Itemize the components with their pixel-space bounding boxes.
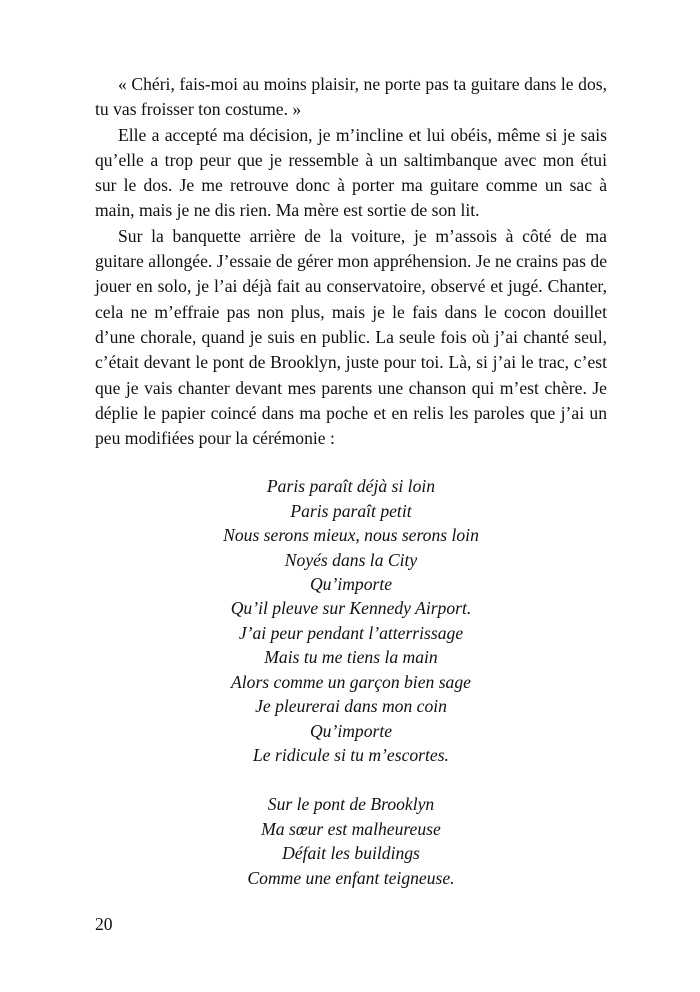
poem-line: Qu’importe: [309, 720, 393, 741]
poem: [95, 474, 607, 890]
poem-line: Alors comme un garçon bien sage: [231, 671, 471, 692]
paragraph: Elle a accepté ma décision, je m’incline et lui obéis, même si je sais qu’elle a trop peur que je ressemble à un saltimbanque avec mon étui sur le dos. Je me retrouve donc à porter ma guitare comme un sac à main, mais je ne dis rien. Ma mère est sortie de son lit.: [95, 124, 607, 221]
poem-line: J’ai peur pendant l’atterrissage: [238, 622, 464, 643]
poem-line: Comme une enfant teigneuse.: [247, 867, 455, 888]
poem-line: Sur le pont de Brooklyn: [267, 794, 435, 815]
poem-stanza-2: [95, 792, 607, 890]
poem-line: Qu’importe: [309, 574, 393, 595]
poem-line: Qu’il pleuve sur Kennedy Airport.: [230, 598, 472, 619]
paragraph: « Chéri, fais-moi au moins plaisir, ne porte pas ta guitare dans le dos, tu vas froisser ton costume. »: [95, 74, 607, 120]
poem-line: Paris paraît déjà si loin: [266, 476, 436, 497]
poem-line: Paris paraît petit: [290, 500, 412, 521]
page-body: [95, 72, 607, 890]
poem-line: Défait les buildings: [282, 843, 420, 864]
poem-line: Ma sœur est malheureuse: [261, 818, 441, 839]
poem-line: Je pleurerai dans mon coin: [255, 696, 447, 717]
poem-line: Mais tu me tiens la main: [264, 647, 438, 668]
poem-line: Nous serons mieux, nous serons loin: [223, 525, 479, 546]
poem-line: Le ridicule si tu m’escortes.: [253, 744, 449, 765]
page-number: 20: [95, 914, 113, 934]
poem-stanza-1: [95, 474, 607, 767]
paragraph: Sur la banquette arrière de la voiture, je m’assois à côté de ma guitare allongée. J’essaie de gérer mon appréhension. Je ne crains pas de jouer en solo, je l’ai déjà fait au conservatoire, observé et jugé. Chanter, cela ne m’effraie pas non plus, mais je le fais dans le cocon douillet d’une chorale, quand je suis en public. La seule fois où j’ai chanté seul, c’était devant le pont de Brooklyn, juste pour toi. Là, si j’ai le trac, c’est que je vais chanter devant mes parents une chanson qui m’est chère. Je déplie le papier coincé dans ma poche et en relis les paroles que j’ai un peu modifiées pour la cérémonie :: [95, 225, 607, 449]
poem-line: Noyés dans la City: [284, 549, 418, 570]
